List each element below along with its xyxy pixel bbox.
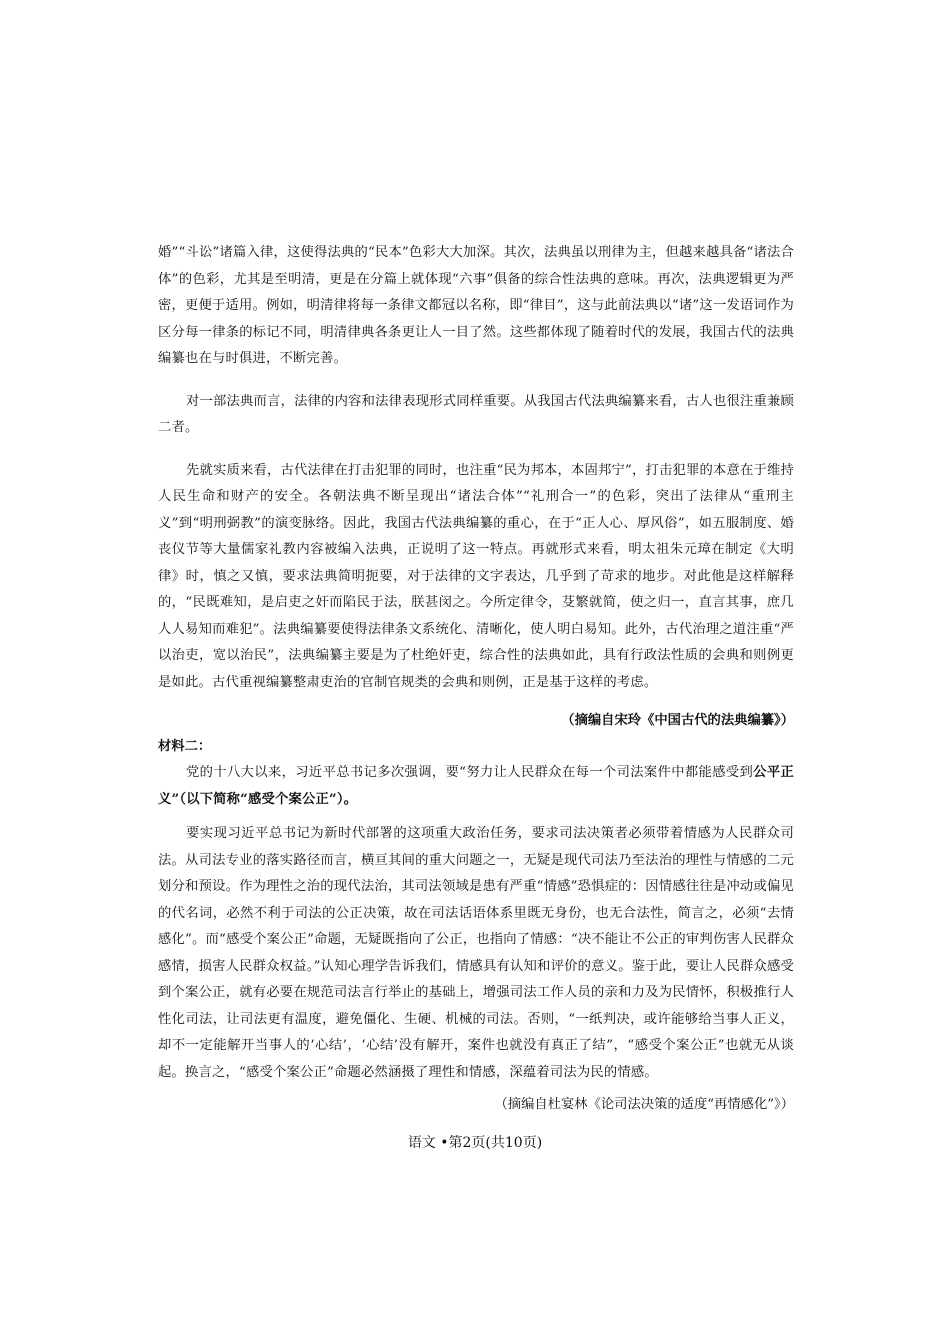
page-footer: 语文 •第2页(共10页)	[407, 1135, 543, 1151]
source-citation-2: （摘编自杜宴林《论司法决策的适度“再情感化”》）	[494, 1097, 794, 1112]
paragraph-4-bold-text: 公平正义”（以下简称“感受个案公正”）。	[158, 765, 794, 807]
paragraph-5: 要实现习近平总书记为新时代部署的这项重大政治任务，要求司法决策者必须带着情感为人民群众司法。从司法专业的落实路径而言，横亘其间的重大问题之一，无疑是现代司法乃至法治的理性与情感的二元划分和预设。作为理性之治的现代法治，其司法领域是患有严重“情感”恐惧症的：因情感往往是冲动或偏见的代名词，必然不利于司法的公正决策，故在司法话语体系里既无身份，也无合法性，简言之，必须“去情感化”。而“感受个案公正”命题，无疑既指向了公正，也指向了情感：“决不能让不公正的审判伤害人民群众感情，损害人民群众权益。”认知心理学告诉我们，情感具有认知和评价的意义。鉴于此，要让人民群众感受到个案公正，就有必要在规范司法言行举止的基础上，增强司法工作人员的亲和力及为民情怀，积极推行人性化司法，让司法更有温度，避免僵化、生硬、机械的司法。否则，“一纸判决，或许能够给当事人正义，却不一定能解开当事人的‘心结’，‘心结’没有解开，案件也就没有真正了结”，“感受个案公正”也就无从谈起。换言之，“感受个案公正”命题必然涵摄了理性和情感，深蕴着司法为民的情感。	[158, 826, 794, 1080]
source-citation-1: （摘编自宋玲《中国古代的法典编纂》）	[561, 713, 794, 728]
paragraph-2: 对一部法典而言，法律的内容和法律表现形式同样重要。从我国古代法典编纂来看，古人也很注重兼顾二者。	[158, 393, 794, 435]
paragraph-4	[158, 760, 794, 813]
material-2-heading: 材料二：	[158, 739, 212, 754]
paragraph-1: 婚”“斗讼”诸篇入律，这使得法典的“民本”色彩大大加深。其次，法典虽以刑律为主，但越来越具备“诸法合体”的色彩，尤其是至明清，更是在分篇上就体现“六事”俱备的综合性法典的意味。再次，法典逻辑更为严密，更便于适用。例如，明清律将每一条律文都冠以名称，即“律目”，这与此前法典以“诸”这一发语词作为区分每一律条的标记不同，明清律典各条更让人一目了然。这些都体现了随着时代的发展，我国古代的法典编纂也在与时俱进，不断完善。	[158, 245, 794, 366]
page-content	[158, 240, 794, 1118]
paragraph-3: 先就实质来看，古代法律在打击犯罪的同时，也注重“民为邦本，本固邦宁”，打击犯罪的本意在于维持人民生命和财产的安全。各朝法典不断呈现出“诸法合体”“礼刑合一”的色彩，突出了法律从“重刑主义”到“明刑弼教”的演变脉络。因此，我国古代法典编纂的重心，在于“正人心、厚风俗”，如五服制度、婚丧仪节等大量儒家礼教内容被编入法典，正说明了这一特点。再就形式来看，明太祖朱元璋在制定《大明律》时，慎之又慎，要求法典简明扼要，对于法律的文字表达，几乎到了苛求的地步。对此他是这样解释的，“民既难知，是启吏之奸而陷民于法，朕甚闵之。今所定律令，芟繁就简，使之归一，直言其事，庶几人人易知而难犯”。法典编纂要使得法律条文系统化、清晰化，使人明白易知。此外，古代治理之道注重“严以治吏，宽以治民”，法典编纂主要是为了杜绝奸吏，综合性的法典如此，具有行政法性质的会典和则例更是如此。古代重视编纂整肃吏治的官制官规类的会典和则例，正是基于这样的考虑。	[158, 462, 794, 690]
paragraph-4-text: 党的十八大以来，习近平总书记多次强调，要“努力让人民群众在每一个司法案件中都能感受到	[186, 765, 754, 780]
